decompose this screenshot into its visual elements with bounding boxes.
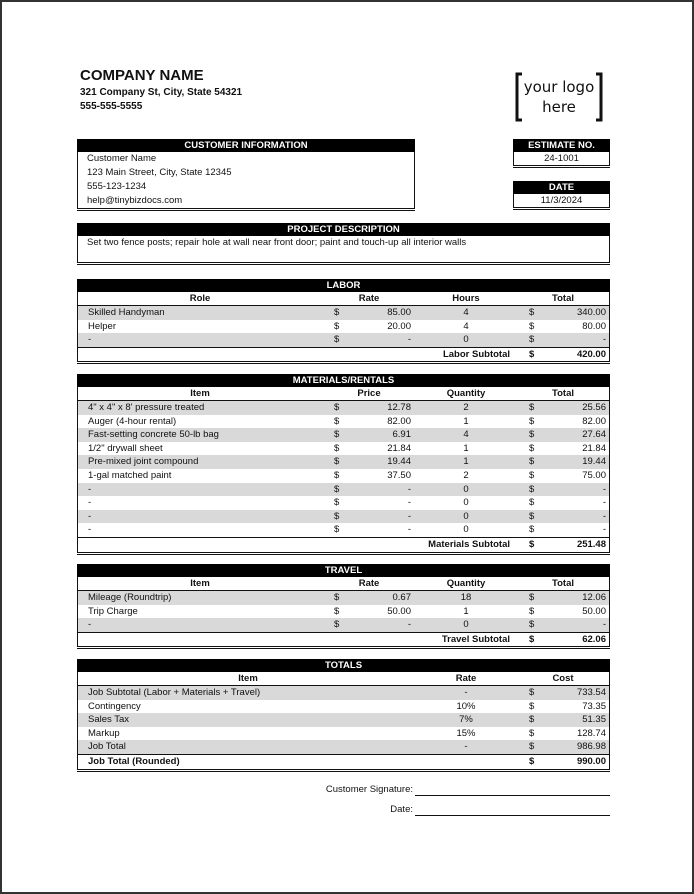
column-header: Quantity: [446, 388, 486, 399]
job-total-rounded-cell: 990.00: [576, 755, 606, 767]
currency-symbol: $: [334, 483, 340, 495]
currency-symbol: $: [334, 497, 340, 509]
subtotal-value: 62.06: [582, 633, 606, 645]
table-cell: 2: [463, 402, 469, 413]
table-row: [78, 333, 609, 347]
table-cell: 25.56: [582, 402, 606, 413]
column-header: Item: [190, 388, 210, 399]
table-cell: -: [602, 510, 606, 522]
currency-symbol: $: [334, 469, 340, 481]
table-cell: -: [407, 619, 411, 631]
table-row: [78, 740, 609, 754]
table-cell: 19.44: [582, 456, 606, 468]
column-header: Item: [238, 673, 258, 684]
currency-symbol: $: [529, 483, 535, 495]
table-cell: 15%: [456, 727, 476, 739]
table-cell: -: [602, 334, 606, 346]
materials-table: [77, 387, 610, 552]
table-cell: 0: [463, 619, 469, 631]
table-cell: -: [407, 510, 411, 522]
travel-table: [77, 577, 610, 646]
customer-signature-field[interactable]: [415, 783, 610, 796]
labor-title: LABOR: [77, 279, 610, 292]
table-cell: 1: [463, 415, 469, 427]
table-cell: 4" x 4" x 8' pressure treated: [88, 402, 205, 413]
totals-title: TOTALS: [77, 659, 610, 672]
currency-symbol: $: [529, 538, 535, 550]
currency-symbol: $: [334, 334, 340, 346]
table-cell: 51.35: [582, 714, 606, 726]
customer-info-title: CUSTOMER INFORMATION: [77, 139, 415, 152]
table-cell: Contingency: [88, 700, 141, 712]
table-row: [78, 686, 609, 700]
signature-date-field[interactable]: [415, 803, 610, 816]
table-row: [78, 401, 609, 415]
labor-header-row: [78, 292, 609, 306]
table-cell: 19.44: [387, 456, 411, 468]
table-cell: 0: [463, 483, 469, 495]
estimate-number-value: 24-1001: [513, 152, 610, 165]
table-cell: 1: [463, 605, 469, 617]
table-cell: -: [88, 619, 92, 631]
signature-date-label: Date:: [390, 804, 413, 815]
table-cell: 0: [463, 524, 469, 536]
table-cell: Mileage (Roundtrip): [88, 592, 172, 603]
table-row: [78, 415, 609, 429]
table-cell: -: [88, 483, 92, 495]
table-cell: 0: [463, 334, 469, 346]
table-row: [78, 523, 609, 537]
table-cell: 0: [463, 497, 469, 509]
travel-subtotal-row: [78, 632, 609, 647]
currency-symbol: $: [529, 687, 535, 698]
table-cell: 50.00: [387, 605, 411, 617]
currency-symbol: $: [529, 402, 535, 413]
column-header: Total: [552, 293, 574, 304]
table-cell: -: [88, 497, 92, 509]
currency-symbol: $: [529, 320, 535, 332]
table-cell: 27.64: [582, 429, 606, 441]
currency-symbol: $: [529, 442, 535, 454]
customer-signature-label: Customer Signature:: [325, 784, 413, 795]
company-name: COMPANY NAME: [80, 67, 204, 84]
table-row: [78, 455, 609, 469]
currency-symbol: $: [529, 497, 535, 509]
totals-table: [77, 672, 610, 769]
subtotal-value: 251.48: [576, 538, 606, 550]
table-cell: Skilled Handyman: [88, 307, 165, 318]
column-header: Item: [190, 578, 210, 589]
table-row: [78, 727, 609, 741]
table-cell: -: [464, 687, 468, 698]
date-value: 11/3/2024: [513, 194, 610, 207]
subtotal-label: Labor Subtotal: [442, 348, 510, 360]
table-cell: 21.84: [387, 442, 411, 454]
currency-symbol: $: [529, 429, 535, 441]
currency-symbol: $: [529, 741, 535, 753]
table-cell: -: [602, 619, 606, 631]
table-cell: Fast-setting concrete 50-lb bag: [88, 429, 219, 441]
table-row: [78, 605, 609, 619]
column-header: Rate: [358, 293, 380, 304]
table-row: [78, 510, 609, 524]
table-cell: 21.84: [582, 442, 606, 454]
currency-symbol: $: [529, 633, 535, 645]
table-cell: 82.00: [387, 415, 411, 427]
table-cell: 75.00: [582, 469, 606, 481]
table-cell: -: [602, 524, 606, 536]
table-row: [78, 618, 609, 632]
table-cell: 1/2" drywall sheet: [88, 442, 163, 454]
customer-email: help@tinybizdocs.com: [87, 195, 183, 206]
svg-text:here: here: [542, 98, 576, 116]
currency-symbol: $: [334, 592, 340, 603]
table-cell: 128.74: [576, 727, 606, 739]
table-row: [78, 306, 609, 320]
column-header: Rate: [455, 673, 477, 684]
table-cell: -: [407, 524, 411, 536]
currency-symbol: $: [334, 415, 340, 427]
estimate-number-label: ESTIMATE NO.: [513, 139, 610, 152]
logo-placeholder: [514, 72, 604, 122]
table-cell: Pre-mixed joint compound: [88, 456, 199, 468]
column-header: Total: [552, 578, 574, 589]
travel-section: [77, 564, 610, 649]
table-row: [78, 483, 609, 497]
totals-header-row: [78, 672, 609, 686]
project-description: [77, 223, 610, 265]
table-cell: 6.91: [392, 429, 411, 441]
column-header: Quantity: [446, 578, 486, 589]
currency-symbol: $: [529, 592, 535, 603]
travel-header-row: [78, 577, 609, 591]
table-cell: Job Subtotal (Labor + Materials + Travel): [88, 687, 261, 698]
column-header: Total: [552, 388, 574, 399]
table-cell: -: [407, 497, 411, 509]
table-cell: 1-gal matched paint: [88, 469, 172, 481]
currency-symbol: $: [529, 605, 535, 617]
currency-symbol: $: [334, 510, 340, 522]
table-cell: 85.00: [387, 307, 411, 318]
table-row: [78, 428, 609, 442]
currency-symbol: $: [529, 714, 535, 726]
table-row: [78, 496, 609, 510]
table-cell: 2: [463, 469, 469, 481]
svg-text:your logo: your logo: [523, 78, 595, 96]
customer-address: 123 Main Street, City, State 12345: [87, 167, 232, 178]
column-header: Role: [189, 293, 211, 304]
customer-phone: 555-123-1234: [87, 181, 147, 192]
table-row: [78, 469, 609, 483]
materials-header-row: [78, 387, 609, 401]
currency-symbol: $: [334, 442, 340, 454]
labor-section: [77, 279, 610, 364]
table-cell: 7%: [459, 714, 473, 726]
travel-title: TRAVEL: [77, 564, 610, 577]
currency-symbol: $: [334, 456, 340, 468]
subtotal-label: Travel Subtotal: [441, 633, 510, 645]
table-cell: 80.00: [582, 320, 606, 332]
date-label: DATE: [513, 181, 610, 194]
table-cell: 733.54: [576, 687, 606, 698]
table-row: [78, 700, 609, 714]
company-phone: 555-555-5555: [80, 101, 143, 112]
materials-subtotal-row: [78, 537, 609, 552]
labor-subtotal-row: [78, 347, 609, 362]
table-cell: 12.78: [387, 402, 411, 413]
table-cell: -: [602, 497, 606, 509]
job-total-rounded-row: [78, 754, 609, 769]
table-row: [78, 591, 609, 605]
table-cell: 82.00: [582, 415, 606, 427]
estimate-number-box: [513, 139, 610, 168]
currency-symbol: $: [529, 524, 535, 536]
currency-symbol: $: [529, 727, 535, 739]
table-row: [78, 320, 609, 334]
table-cell: -: [88, 510, 92, 522]
currency-symbol: $: [529, 334, 535, 346]
column-header: Hours: [452, 293, 480, 304]
subtotal-label: Materials Subtotal: [428, 538, 510, 550]
table-cell: -: [88, 524, 92, 536]
company-address: 321 Company St, City, State 54321: [80, 87, 243, 98]
table-cell: 0: [463, 510, 469, 522]
table-cell: -: [407, 334, 411, 346]
table-cell: -: [602, 483, 606, 495]
currency-symbol: $: [529, 510, 535, 522]
currency-symbol: $: [529, 469, 535, 481]
column-header: Cost: [552, 673, 574, 684]
currency-symbol: $: [529, 755, 535, 767]
table-cell: -: [88, 334, 92, 346]
totals-section: [77, 659, 610, 772]
table-cell: 4: [463, 320, 469, 332]
table-cell: Auger (4-hour rental): [88, 415, 177, 427]
table-cell: Trip Charge: [88, 605, 138, 617]
project-description-title: PROJECT DESCRIPTION: [77, 223, 610, 236]
table-cell: 10%: [456, 700, 476, 712]
currency-symbol: $: [334, 524, 340, 536]
table-cell: 50.00: [582, 605, 606, 617]
table-cell: 18: [460, 592, 472, 603]
table-cell: 986.98: [576, 741, 606, 753]
column-header: Price: [357, 388, 381, 399]
materials-title: MATERIALS/RENTALS: [77, 374, 610, 387]
materials-section: [77, 374, 610, 555]
currency-symbol: $: [334, 307, 340, 318]
table-cell: Job Total: [88, 741, 126, 753]
table-cell: 73.35: [582, 700, 606, 712]
date-box: [513, 181, 610, 210]
subtotal-value: 420.00: [576, 348, 606, 360]
labor-table: [77, 292, 610, 361]
table-cell: Markup: [88, 727, 120, 739]
table-cell: 4: [463, 429, 469, 441]
table-row: [78, 713, 609, 727]
table-cell: 4: [463, 307, 469, 318]
currency-symbol: $: [529, 456, 535, 468]
customer-information: [77, 139, 415, 211]
table-row: [78, 442, 609, 456]
currency-symbol: $: [529, 307, 535, 318]
currency-symbol: $: [334, 429, 340, 441]
currency-symbol: $: [334, 619, 340, 631]
job-total-rounded-cell: Job Total (Rounded): [88, 755, 180, 767]
table-cell: 1: [463, 456, 469, 468]
table-cell: -: [407, 483, 411, 495]
currency-symbol: $: [529, 619, 535, 631]
project-description-text: Set two fence posts; repair hole at wall near front door; paint and touch-up all interior walls: [87, 237, 467, 248]
table-cell: Sales Tax: [88, 714, 130, 726]
currency-symbol: $: [334, 402, 340, 413]
table-cell: 1: [463, 442, 469, 454]
table-cell: 0.67: [392, 592, 411, 603]
table-cell: Helper: [88, 320, 116, 332]
customer-name: Customer Name: [87, 153, 157, 164]
currency-symbol: $: [529, 415, 535, 427]
table-cell: -: [464, 741, 468, 753]
currency-symbol: $: [334, 320, 340, 332]
column-header: Rate: [358, 578, 380, 589]
currency-symbol: $: [529, 348, 535, 360]
currency-symbol: $: [529, 700, 535, 712]
table-cell: 20.00: [387, 320, 411, 332]
table-cell: 12.06: [582, 592, 606, 603]
table-cell: 340.00: [576, 307, 606, 318]
currency-symbol: $: [334, 605, 340, 617]
table-cell: 37.50: [387, 469, 411, 481]
